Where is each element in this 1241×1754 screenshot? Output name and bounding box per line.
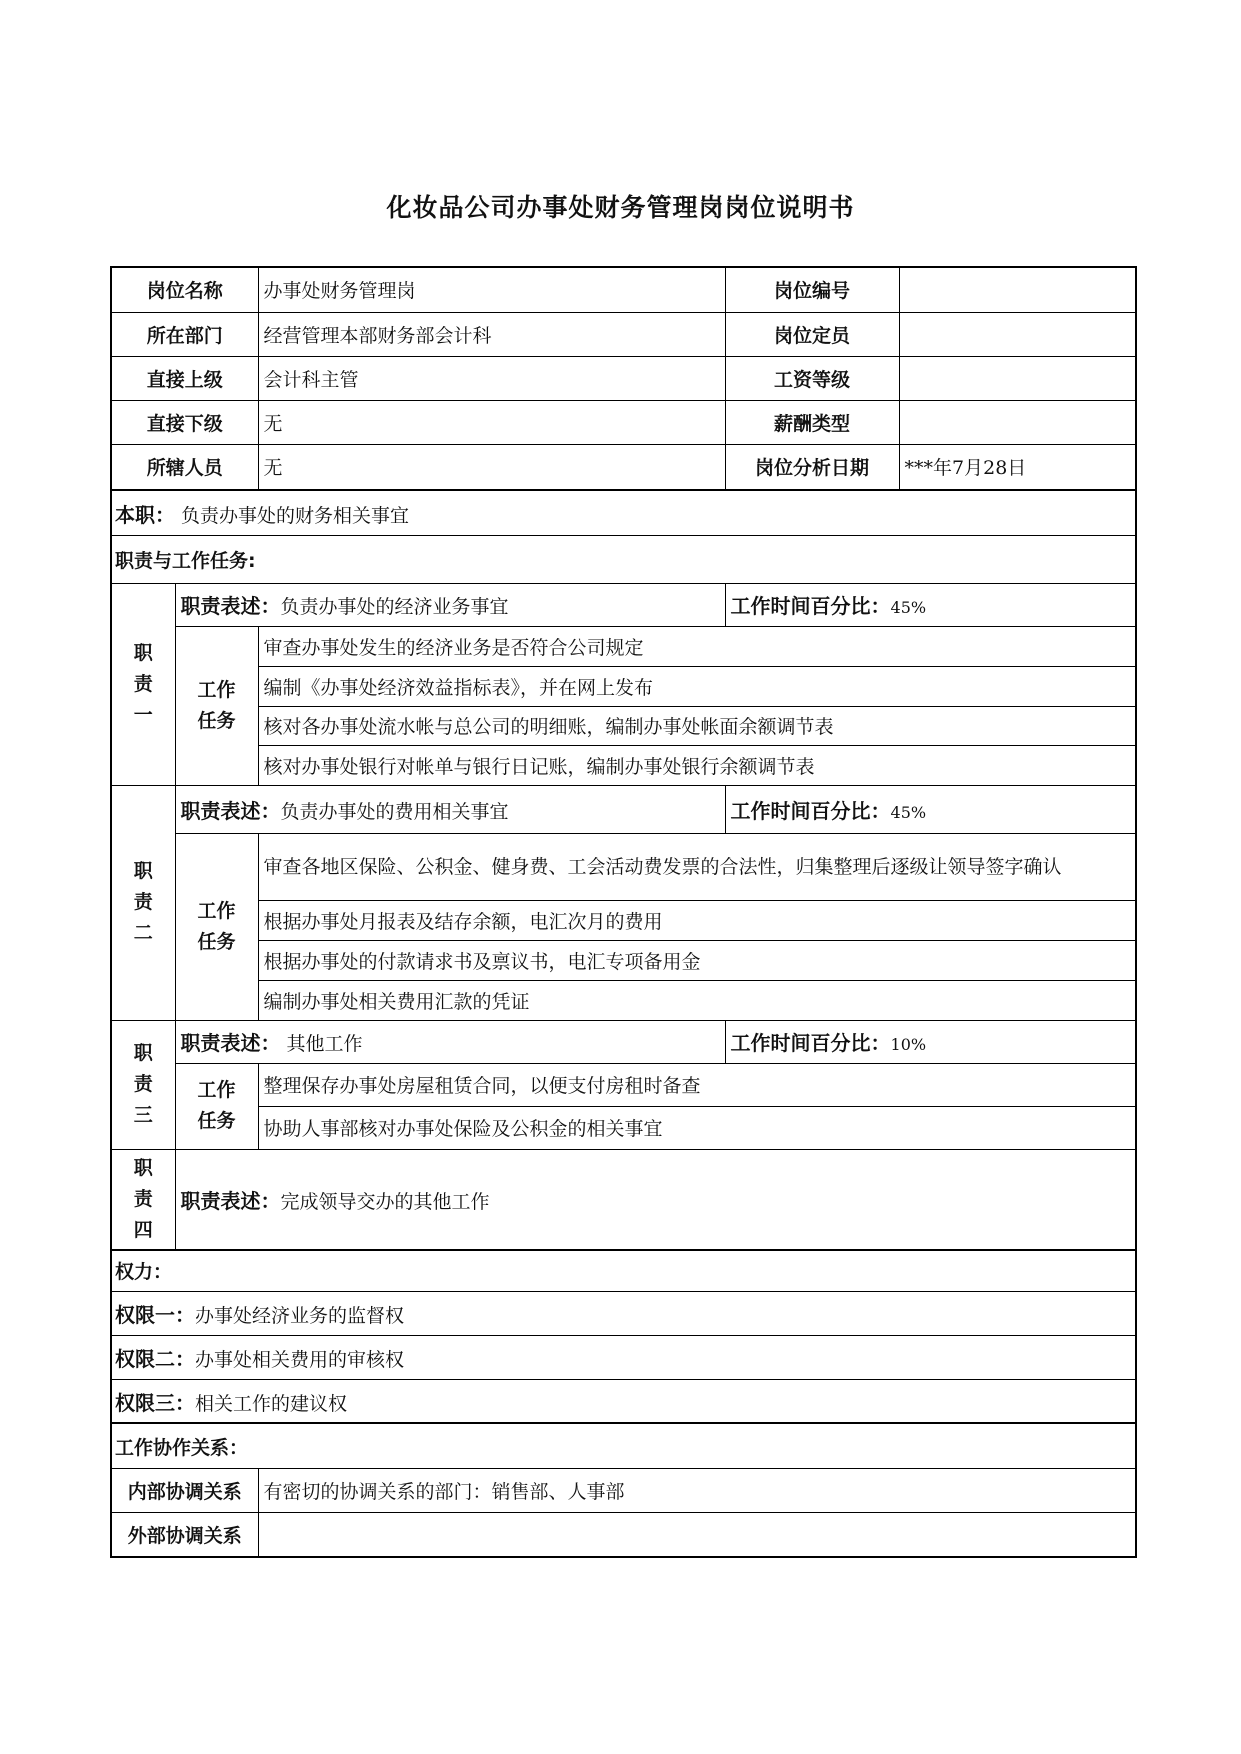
power-1-label: 权限一： <box>115 1302 195 1327</box>
post-code-label: 岗位编号 <box>725 267 899 312</box>
task-row <box>111 900 1136 940</box>
task-row <box>111 706 1136 746</box>
row-power-heading <box>111 1250 1136 1291</box>
pay-type-value <box>899 400 1136 444</box>
external-relations-label: 外部协调关系 <box>111 1513 258 1557</box>
task-row <box>111 666 1136 706</box>
row-power-1 <box>111 1291 1136 1335</box>
duty-1-task-label: 工作 任务 <box>175 626 258 786</box>
post-code-value <box>899 267 1136 312</box>
task-row <box>111 1063 1136 1106</box>
task-row <box>111 940 1136 980</box>
power-2-label: 权限二： <box>115 1346 195 1371</box>
duty-3-task-2: 协助人事部核对办事处保险及公积金的相关事宜 <box>258 1106 1136 1149</box>
external-relations-value <box>258 1513 1136 1557</box>
job-description-table <box>110 266 1137 1558</box>
power-2-value: 办事处相关费用的审核权 <box>195 1348 405 1371</box>
row-external-relations <box>111 1513 1136 1557</box>
mission-label: 本职： <box>115 502 175 527</box>
subordinate-value: 无 <box>258 400 725 444</box>
duty-1-task-1: 审查办事处发生的经济业务是否符合公司规定 <box>258 626 1136 666</box>
row-department <box>111 312 1136 356</box>
duty-1-task-3: 核对各办事处流水帐与总公司的明细账，编制办事处帐面余额调节表 <box>258 706 1136 746</box>
duty-2-name: 职 责 二 <box>111 786 175 1020</box>
quota-value <box>899 312 1136 356</box>
task-row <box>111 626 1136 666</box>
task-row <box>111 1106 1136 1149</box>
grade-value <box>899 356 1136 400</box>
duty-1-task-2: 编制《办事处经济效益指标表》，并在网上发布 <box>258 666 1136 706</box>
duty-2-percent: 45% <box>890 802 927 822</box>
row-staff <box>111 444 1136 489</box>
duty-4-desc-label: 职责表述： <box>180 1188 281 1213</box>
post-name-label: 岗位名称 <box>111 267 258 312</box>
duty-1-task-4: 核对办事处银行对帐单与银行日记账，编制办事处银行余额调节表 <box>258 746 1136 786</box>
internal-relations-label: 内部协调关系 <box>111 1469 258 1513</box>
duty-3-task-1: 整理保存办事处房屋租赁合同，以便支付房租时备查 <box>258 1063 1136 1106</box>
duty-3-desc: 其他工作 <box>280 1033 363 1056</box>
row-power-2 <box>111 1335 1136 1379</box>
duty-3-desc-row <box>111 1020 1136 1063</box>
row-power-3 <box>111 1379 1136 1423</box>
internal-relations-value: 有密切的协调关系的部门：销售部、人事部 <box>258 1469 1136 1513</box>
row-mission <box>111 490 1136 536</box>
duty-3-task-label: 工作 任务 <box>175 1063 258 1149</box>
task-row <box>111 833 1136 900</box>
duty-2-task-4: 编制办事处相关费用汇款的凭证 <box>258 980 1136 1020</box>
document-title: 化妆品公司办事处财务管理岗岗位说明书 <box>386 193 855 222</box>
row-subordinate <box>111 400 1136 444</box>
duty-3-percent-label: 工作时间百分比： <box>730 1031 891 1056</box>
duty-1-desc: 负责办事处的经济业务事宜 <box>280 596 509 619</box>
duty-4-row <box>111 1149 1136 1250</box>
duty-3-desc-label: 职责表述： <box>180 1031 281 1056</box>
power-3-label: 权限三： <box>115 1390 195 1415</box>
duties-heading: 职责与工作任务: <box>111 536 1136 583</box>
duty-1-desc-label: 职责表述： <box>180 594 281 619</box>
department-label: 所在部门 <box>111 312 258 356</box>
staff-value: 无 <box>258 444 725 489</box>
duty-3-name: 职 责 三 <box>111 1020 175 1149</box>
duty-1-percent: 45% <box>890 598 927 618</box>
superior-label: 直接上级 <box>111 356 258 400</box>
grade-label: 工资等级 <box>725 356 899 400</box>
duty-2-task-label: 工作 任务 <box>175 833 258 1020</box>
duty-2-percent-label: 工作时间百分比： <box>730 798 891 823</box>
pay-type-label: 薪酬类型 <box>725 400 899 444</box>
analysis-date-value: ***年7月28日 <box>899 444 1136 489</box>
task-row <box>111 980 1136 1020</box>
row-superior <box>111 356 1136 400</box>
duty-1-name: 职 责 一 <box>111 583 175 786</box>
duty-2-desc: 负责办事处的费用相关事宜 <box>280 800 509 823</box>
post-name-value: 办事处财务管理岗 <box>258 267 725 312</box>
duty-3-percent: 10% <box>890 1035 927 1055</box>
power-heading: 权力： <box>111 1250 1136 1291</box>
duty-2-task-2: 根据办事处月报表及结存余额，电汇次月的费用 <box>258 900 1136 940</box>
power-3-value: 相关工作的建议权 <box>195 1392 348 1415</box>
row-post-name <box>111 267 1136 312</box>
mission-value: 负责办事处的财务相关事宜 <box>181 504 410 527</box>
duty-2-desc-row <box>111 786 1136 833</box>
duty-2-task-1: 审查各地区保险、公积金、健身费、工会活动费发票的合法性，归集整理后逐级让领导签字确认 <box>258 833 1136 900</box>
duty-4-name: 职 责 四 <box>111 1149 175 1250</box>
duty-1-desc-row <box>111 583 1136 626</box>
power-1-value: 办事处经济业务的监督权 <box>195 1304 405 1327</box>
duty-2-desc-label: 职责表述： <box>180 798 281 823</box>
relations-heading: 工作协作关系： <box>111 1423 1136 1468</box>
row-internal-relations <box>111 1469 1136 1513</box>
subordinate-label: 直接下级 <box>111 400 258 444</box>
row-relations-heading <box>111 1423 1136 1468</box>
row-duties-heading <box>111 536 1136 583</box>
task-row <box>111 746 1136 786</box>
quota-label: 岗位定员 <box>725 312 899 356</box>
duty-1-percent-label: 工作时间百分比： <box>730 594 891 619</box>
duty-4-desc: 完成领导交办的其他工作 <box>280 1190 490 1213</box>
department-value: 经营管理本部财务部会计科 <box>258 312 725 356</box>
duty-2-task-3: 根据办事处的付款请求书及禀议书，电汇专项备用金 <box>258 940 1136 980</box>
analysis-date-label: 岗位分析日期 <box>725 444 899 489</box>
superior-value: 会计科主管 <box>258 356 725 400</box>
staff-label: 所辖人员 <box>111 444 258 489</box>
